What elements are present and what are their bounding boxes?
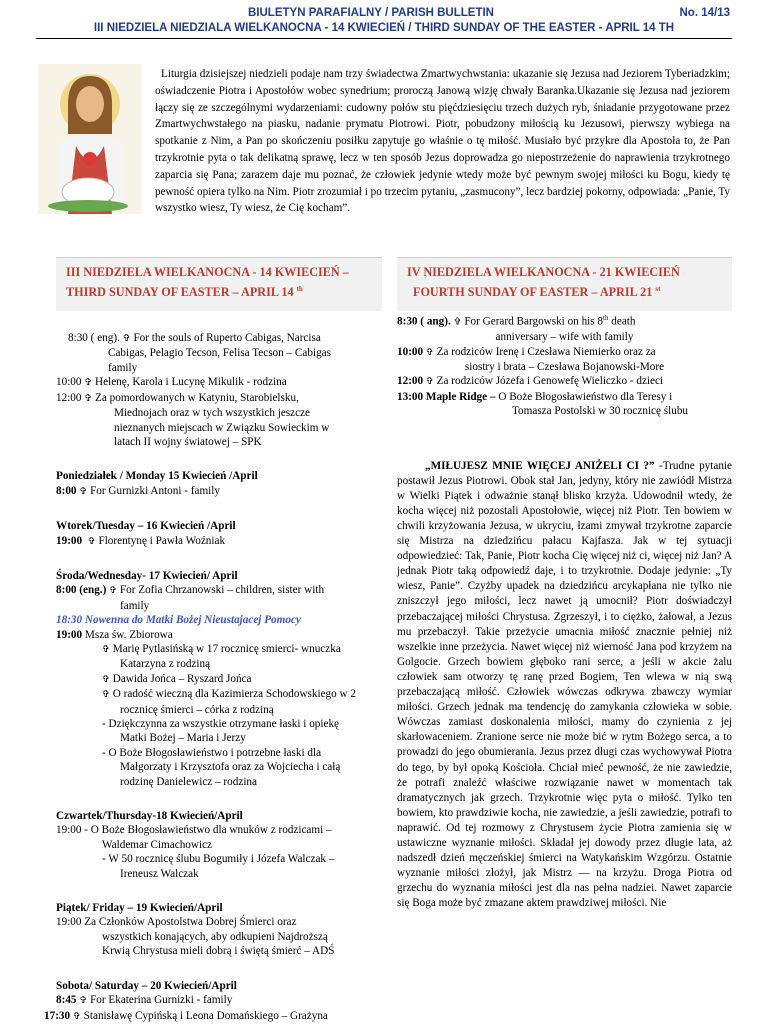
mass-intention: Za rodziców Irenę i Czesława Niemierko oraz za (436, 345, 656, 358)
cross-icon: ✞ (425, 346, 434, 358)
box-line: THIRD SUNDAY OF EASTER – APRIL 14 (66, 285, 294, 300)
jesus-lamb-image (38, 64, 142, 214)
box-line: FOURTH SUNDAY OF EASTER – APRIL 21 (413, 285, 653, 300)
mass-intention: Za rodziców Józefa i Genowefę Wieliczko - dzieci (436, 375, 664, 388)
cross-icon: ✞ (79, 485, 88, 497)
day-title-saturday: Sobota/ Saturday – 20 Kwiecień/April (56, 979, 237, 992)
mass-intention: O radość wieczną dla Kazimierza Schodowskiego w 2 (112, 688, 357, 701)
sunday-box-title (56, 257, 382, 311)
mass-intention: O Boże Błogosławieństwo dla Teresy i (498, 390, 673, 403)
box-line: III NIEDZIELA WIELKANOCNA - 14 KWIECIEŃ – (66, 265, 349, 279)
cross-icon: ✞ (87, 535, 96, 547)
mass-intention: family (120, 599, 150, 612)
cross-icon: ✞ (453, 316, 462, 328)
cross-icon: ✞ (102, 643, 110, 655)
mass-schedule-left (44, 257, 382, 1024)
cross-icon: ✞ (72, 1010, 81, 1022)
mass-intention: Krwią Chrystusa mieli dobrą i świętą śmierć – ADŚ (102, 945, 335, 958)
mass-intention: Miednojach oraz w tych wszystkich jeszcze (114, 407, 311, 420)
mass-intention: Małgorzaty i Krzysztofa oraz za Wojciecha i całą (120, 761, 341, 774)
mass-time: 12:00 (56, 391, 82, 404)
mass-intention: Cabigas, Pelagio Tecson, Felisa Tecson – Cabigas (108, 347, 331, 360)
cross-icon: ✞ (425, 376, 434, 388)
mass-intention: Helenę, Karola i Lucynę Mikulik - rodzina (95, 376, 287, 389)
mass-time: 8:30 ( ang). (397, 315, 451, 328)
mass-intention: Ireneusz Walczak (120, 867, 199, 880)
mass-intention: Dawida Jońca – Ryszard Jońca (112, 672, 252, 685)
cross-icon: ✞ (109, 585, 118, 597)
sunday-masses (56, 331, 382, 449)
mass-intention: Za pomordowanych w Katyniu, Starobielsku, (95, 391, 299, 404)
novena-line: 18:30 Nowenna do Matki Bożej Nieustajacej Pomocy (56, 614, 301, 627)
mass-intention: family (108, 361, 138, 374)
day-title-tuesday: Wtorek/Tuesday – 16 Kwiecień /April (56, 520, 236, 533)
bulletin-subtitle: III NIEDZIELA NIEDZIALA WIELKANOCNA - 14 KWIECIEŃ / THIRD SUNDAY OF THE EASTER - APRIL 14 TH (93, 22, 675, 34)
mass-time: 12:00 (397, 375, 424, 388)
day-title-friday: Piątek/ Friday – 19 Kwiecień/April (56, 902, 223, 915)
mass-intention: - W 50 rocznicę ślubu Bogumiły i Józefa Walczak – (102, 853, 335, 866)
mass-intention: Tomasza Postolski w 30 rocznicę ślubu (512, 405, 689, 418)
mass-time: 10:00 (56, 376, 82, 389)
header-divider (36, 38, 732, 39)
mass-intention: Florentynę i Pawła Woźniak (98, 534, 226, 547)
mass-intention: death (608, 315, 636, 328)
mass-time: 10:00 (397, 345, 424, 358)
ordinal-sup: th (603, 314, 609, 323)
mass-intention: wszystkich konających, aby odkupieni Najdroższą (102, 930, 328, 943)
mass-intention: rodzinę Danielewicz – rodzina (120, 775, 257, 788)
mass-time: 17:30 (44, 1009, 71, 1022)
cross-icon: ✞ (102, 689, 110, 701)
mass-intention: rocznicę śmierci – córka z rodziną (120, 703, 274, 716)
mass-intention: nieznanych miejscach w Związku Sowieckim w (114, 421, 330, 434)
mass-intention: For Gerard Bargowski on his 8 (464, 315, 604, 328)
cross-icon: ✞ (122, 333, 131, 345)
mass-intention: Marię Pytlasińską w 17 rocznicę smierci- wnuczka (112, 642, 341, 655)
mass-time: 13:00 Maple Ridge – (397, 390, 496, 403)
mass-intention: Msza św. Zbiorowa (84, 628, 173, 641)
mass-intention: Matki Bożej – Maria i Jerzy (120, 732, 246, 745)
mass-intention: 19:00 Za Członków Apostolstwa Dobrej Śmierci oraz (56, 916, 297, 929)
bulletin-header (38, 6, 730, 36)
mass-time: 8:30 ( eng). (68, 332, 120, 345)
mass-intention: For Gurnizki Antoni - family (90, 484, 220, 497)
mass-time: 19:00 (56, 628, 83, 641)
day-title-wednesday: Środa/Wednesday- 17 Kwiecień/ April (56, 569, 238, 582)
mass-intention: For Ekaterina Gurnizki - family (90, 994, 233, 1007)
mass-schedule-right (397, 257, 732, 911)
day-title-monday: Poniedziałek / Monday 15 Kwiecień /April (56, 470, 258, 483)
mass-intention: latach II wojny światowej – SPK (114, 435, 262, 448)
article-title: „MIŁUJESZ MNIE WIĘCEJ ANIŻELI CI ?” (425, 459, 655, 472)
cross-icon: ✞ (84, 377, 93, 389)
box-sup: th (296, 285, 303, 293)
mass-intention: - Dziękczynna za wszystkie otrzymane łaski i opiekę (102, 718, 340, 730)
mass-intention: Stanisławę Cypińską i Leona Domańskiego – Grażyna (83, 1009, 328, 1022)
bulletin-title: BIULETYN PARAFIALNY / PARISH BULLETIN (248, 7, 494, 19)
mass-intention: For the souls of Ruperto Cabigas, Narcisa (133, 332, 321, 345)
mass-time: 8:45 (56, 994, 77, 1007)
mass-time: 8:00 (56, 484, 77, 497)
mass-intention: 19:00 - O Boże Błogosławieństwo dla wnuków z rodzicami – (56, 824, 332, 837)
article-body: -Trudne pytanie postawił Jezus Piotrowi. Obok stał Jan, jedyny, który nie zawiódł Mistrza w Wielki Piątek i odważnie stanął blisko krzyża. Udowodnił wtedy, że kocha więcej niż pozostali Apostołowie, więcej niż Piotr. Ten bowiem w chwili krzyżowania Jezusa, w ukryciu, łzami zmywał trzykrotne zaparcie się Mistrza na dziedzińcu pałacu Kajfasza. Jak w tej sytuacji odpowiedzieć: Tak, Panie, Piotr kocha Cię więcej niż ci, więcej niż Jan? A jednak Piotr taką odpowiedź daje, i to trzykrotnie. Dodaje jedynie: „Ty wiesz, Panie”. Czyżby upadek na dziedzińcu arcykapłana nie tylko nie zniszczył jego miłości, lecz nawet ją umocnił? Piotr doświadczył przebaczającej miłości Chrystusa. Zgrzeszył, i to ciężko, żałował, a Jezus mu przebaczył. Takie przeżycie umacnia miłość znacznie pełniej niż wszelkie inne przeżycia. Nawet więcej niż wierność Jana pod krzyżem na Golgocie. Grzech bowiem głęboko rani serce, a jeśli w akcie żalu człowiek sam otworzy tę ranę przed Bogiem, Ten wlewa w nią swą przebaczającą miłość. Człowiek wówczas odkrywa zbawczy wymiar miłości. Grzech jednak ma tendencję do zamykania człowieka w sobie. Wówczas zamiast doskonalenia miłości, mamy do czynienia z jej skarłowaceniem. Zranione serce nie może bić w rytm Bożego serca, a to prowadzi do jego obumierania. Jezus przez długi czas wychowywał Piotra do tego, by był opoką Kościoła. Chciał mieć pewność, że nie zawiedzie, że potrafi znaleźć właściwe rozwiązanie nawet w momentach tak dramatycznych jak grzech. Trzykrotnie więc pyta o miłość. Tylko ten bowiem, kto prawdziwie kocha, nie zawiedzie, a jeśli zawiedzie, potrafi to naprawić. Od tej rozmowy z Chrystusem życie Piotra zamienia się w ustawiczne wyznanie miłości. Składał jej dowody przez długie lata, aż nadszedł dzień męczeńskiej śmierci na Watykańskim Wzgórzu. Ostatnie wyznanie miłości złożył, jak Mistrz — na krzyżu. Droga Piotra od grzechu do wyznania miłości jest dla nas pełna nadziei. Nawet zaparcie się Boga może być zmazane aktem prawdziwej miłości. Nie (397, 459, 733, 910)
mass-time: 19:00 (56, 534, 83, 547)
next-sunday-box-title (397, 257, 732, 311)
article-text (397, 459, 732, 912)
mass-intention: Waldemar Cimachowicz (102, 838, 212, 851)
mass-intention: siostry i brata – Czesława Bojanowski-More (464, 361, 665, 374)
cross-icon: ✞ (84, 392, 93, 404)
mass-intention: For Zofia Chrzanowski – children, sister with (119, 584, 325, 597)
mass-intention: - O Boże Błogosławieństwo i potrzebne łaski dla (102, 746, 322, 759)
mass-intention: Katarzyna z rodziną (120, 658, 211, 671)
box-sup: st (655, 285, 661, 293)
box-line: IV NIEDZIELA WIELKANOCNA - 21 KWIECIEŃ (407, 265, 680, 279)
cross-icon: ✞ (79, 995, 88, 1007)
bulletin-number: No. 14/13 (679, 7, 730, 19)
cross-icon: ✞ (102, 673, 110, 685)
day-title-thursday: Czwartek/Thursday-18 Kwiecień/April (56, 810, 243, 823)
intro-paragraph: Liturgia dzisiejszej niedzieli podaje nam trzy świadectwa Zmartwychwstania: ukazanie się Jezusa nad Jeziorem Tyberiadzkim; oświadczenie Piotra i Apostołów wobec synedrium; proroczą Janową wizję chwały Baranka.Ukazanie się Jezusa nad jeziorem łączy się ze szczególnymi wydarzeniami: cudowny połów stu pięćdziesięciu trzech dużych ryb, śniadanie przygotowane przez Zmartwychwstałego na piasku, nadanie prymatu Piotrowi. Piotr, pobudzony miłością ku Jezusowi, pierwszy wybiega na spotkanie z Nim, a Pan po skończeniu posiłku zapytuje go właśnie o tę miłość. Musiało być przykre dla Apostoła to, że Pan trzykrotnie pyta o tak delikatną sprawę, lecz w ten sposób Jezus doprowadza go niepostrzeżenie do naprawienia trzykrotnego zaparcia się Pana; zarazem daje mu poznać, że człowiek jedynie wtedy może być pewnym swojej miłości ku Bogu, kiedy tę pewność opiera tylko na Nim. Piotr zrozumiał i po trzecim pytaniu, „zasmucony”, lecz bardziej pokorny, odpowiada: „Panie, Ty wszystko wiesz, Ty wiesz, że Cię kocham”. (155, 68, 730, 215)
mass-intention: anniversary – wife with family (495, 331, 634, 344)
mass-time: 8:00 (eng.) (56, 584, 107, 597)
